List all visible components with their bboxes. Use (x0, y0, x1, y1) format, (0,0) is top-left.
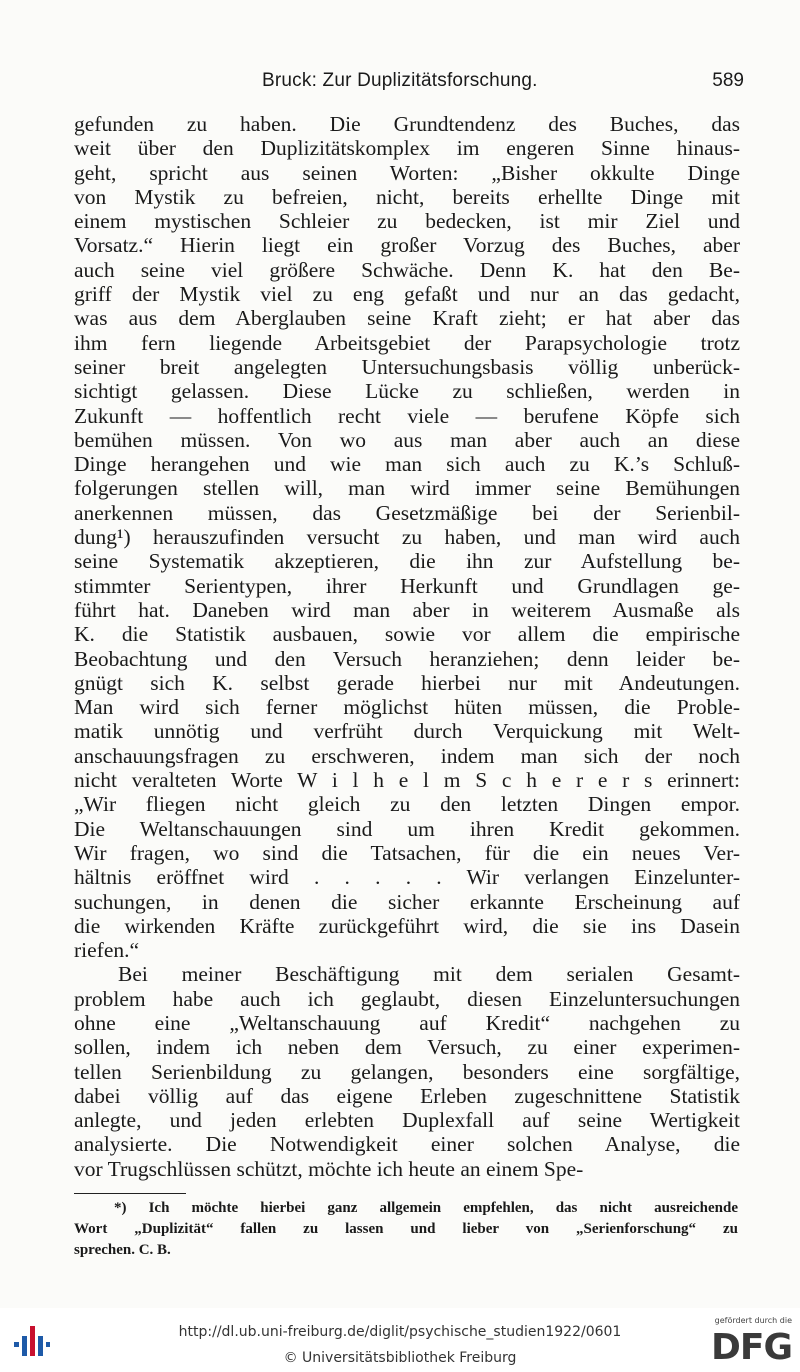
page-header (72, 70, 744, 100)
text-line: gnügt sich K. selbst gerade hierbei nur mit Andeutungen. (74, 670, 740, 695)
text-line: geht, spricht aus seinen Worten: „Bisher okkulte Dinge (74, 160, 740, 185)
footnote (74, 1198, 738, 1261)
text-line: folgerungen stellen will, man wird immer seine Bemühungen (74, 476, 740, 501)
text-line: ihm fern liegende Arbeitsgebiet der Parapsychologie trotz (74, 330, 740, 355)
text-line: Wir fragen, wo sind die Tatsachen, für die ein neues Ver- (74, 840, 740, 865)
text-line: K. die Statistik ausbauen, sowie vor allem die empirische (74, 622, 740, 647)
footnote-line: Wort „Duplizität“ fallen zu lassen und lieber von „Serienforschung“ zu (74, 1221, 738, 1237)
text-line: seine Systematik akzeptieren, die ihn zur Aufstellung be- (74, 549, 740, 574)
text-line: vor Trugschlüssen schützt, möchte ich heute an einem Spe- (74, 1156, 584, 1181)
source-url-link[interactable]: http://dl.ub.uni-freiburg.de/diglit/psychische_studien1922/0601 (178, 1324, 622, 1340)
text-line: „Wir fliegen nicht gleich zu den letzten Dingen empor. (74, 792, 740, 817)
text-line: sichtigt gelassen. Diese Lücke zu schließen, werden in (74, 379, 740, 404)
page-number: 589 (712, 70, 744, 91)
text-line: führt hat. Daneben wird man aber in weiterem Ausmaße als (74, 597, 740, 622)
text-line: anschauungsfragen zu erschweren, indem man sich der noch (74, 743, 740, 768)
dfg-wordmark: DFG (710, 1327, 792, 1368)
text-line: hältnis eröffnet wird . . . . . Wir verlangen Einzelunter- (74, 865, 740, 890)
text-line: Beobachtung und den Versuch heranziehen; denn leider be- (74, 646, 740, 671)
text-line: Vorsatz.“ Hierin liegt ein großer Vorzug des Buches, aber (74, 233, 740, 258)
dfg-caption: gefördert durch die (714, 1316, 792, 1325)
text-line: griff der Mystik viel zu eng gefaßt und nur an das gedacht, (74, 282, 740, 307)
text-line: auch seine viel größere Schwäche. Denn K. hat den Be- (74, 257, 740, 282)
text-line: weit über den Duplizitätskomplex im engeren Sinne hinaus- (74, 136, 740, 161)
text-line: Man wird sich ferner möglichst hüten müssen, die Proble- (74, 695, 740, 720)
text-line: suchungen, in denen die sicher erkannte Erscheinung auf (74, 889, 740, 914)
text-line: von Mystik zu befreien, nicht, bereits erhellte Dinge mit (74, 184, 740, 209)
text-line: anerkennen müssen, das Gesetzmäßige bei der Serienbil- (74, 500, 740, 525)
text-line: Zukunft — hoffentlich recht viele — berufene Köpfe sich (74, 403, 740, 428)
text-line: seiner breit angelegten Untersuchungsbasis völlig unberück- (74, 354, 740, 379)
text-line: nicht veralteten Worte W i l h e l m S c h e r e r s erinnert: (74, 768, 740, 793)
text-line: die wirkenden Kräfte zurückgeführt wird, die sie ins Dasein (74, 913, 740, 938)
text-line: was aus dem Aberglauben seine Kraft zieht; er hat aber das (74, 306, 740, 331)
text-line: sollen, indem ich neben dem Versuch, zu einer experimen- (74, 1035, 740, 1060)
text-line: ohne eine „Weltanschauung auf Kredit“ nachgehen zu (74, 1010, 740, 1035)
copyright-text: © Universitätsbibliothek Freiburg (283, 1350, 517, 1366)
text-line: dabei völlig auf das eigene Erleben zugeschnittene Statistik (74, 1083, 740, 1108)
footnote-line: *) Ich möchte hierbei ganz allgemein empfehlen, das nicht ausreichende (114, 1200, 738, 1216)
text-line: riefen.“ (74, 938, 140, 963)
text-line: Bei meiner Beschäftigung mit dem serialen Gesamt- (118, 962, 740, 987)
dfg-logo (706, 1316, 792, 1368)
text-line: bemühen müssen. Von wo aus man aber auch an diese (74, 427, 740, 452)
running-title: Bruck: Zur Duplizitätsforschung. (262, 70, 538, 91)
text-line: tellen Serienbildung zu gelangen, besonders eine sorgfältige, (74, 1059, 740, 1084)
footnote-rule (74, 1193, 186, 1194)
text-line: Dinge herangehen und wie man sich auch zu K.’s Schluß- (74, 452, 740, 477)
viewer-footer (0, 1308, 800, 1372)
text-line: gefunden zu haben. Die Grundtendenz des Buches, das (74, 112, 740, 136)
body-text (74, 112, 740, 1181)
text-line: dung¹) herauszufinden versucht zu haben, und man wird auch (74, 525, 740, 550)
text-line: Die Weltanschauungen sind um ihren Kredit gekommen. (74, 816, 740, 841)
text-line: stimmter Serientypen, ihrer Herkunft und Grundlagen ge- (74, 573, 740, 598)
footnote-line: sprechen. C. B. (74, 1242, 171, 1258)
text-line: analysierte. Die Notwendigkeit einer solchen Analyse, die (74, 1132, 740, 1157)
text-line: problem habe auch ich geglaubt, diesen Einzeluntersuchungen (74, 986, 740, 1011)
text-line: matik unnötig und verfrüht durch Verquickung mit Welt- (74, 719, 740, 744)
text-line: anlegte, und jeden erlebten Duplexfall auf seine Wertigkeit (74, 1108, 740, 1133)
text-line: einem mystischen Schleier zu bedecken, ist mir Ziel und (74, 209, 740, 234)
